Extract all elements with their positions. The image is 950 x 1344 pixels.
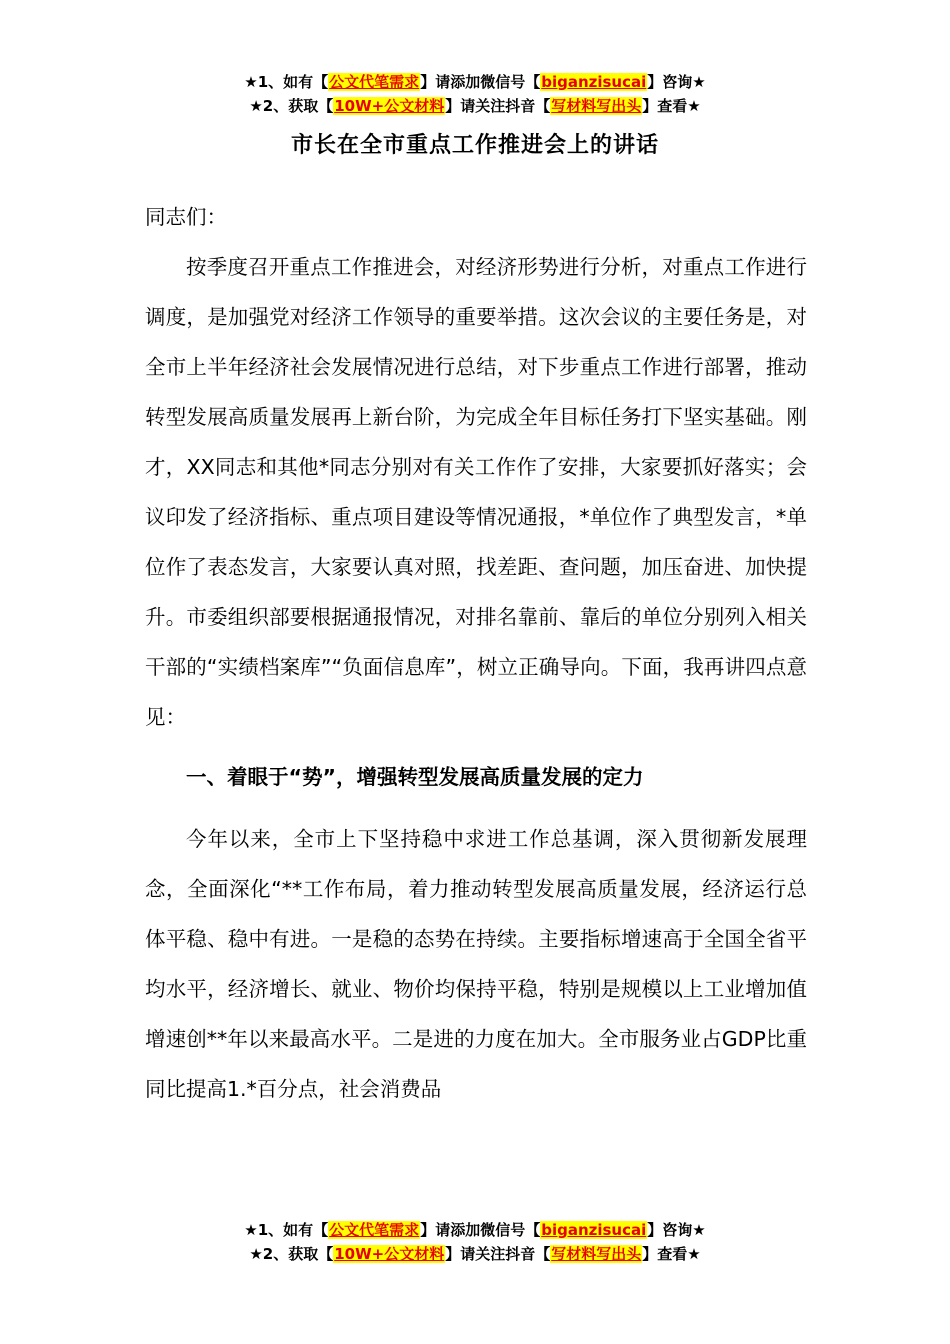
footer-line-2: ★2、获取【10W+公文材料】请关注抖音【写材料写出头】查看★ bbox=[249, 1245, 701, 1263]
footer-line-1: ★1、如有【公文代笔需求】请添加微信号【biganzisucai】咨询★ bbox=[244, 1221, 706, 1239]
paragraph-intro: 按季度召开重点工作推进会，对经济形势进行分析，对重点工作进行调度，是加强党对经济工作领导的重要举措。这次会议的主要任务是，对全市上半年经济社会发展情况进行总结，对下步重点工作进行部署，推动转型发展高质量发展再上新台阶，为完成全年目标任务打下坚实基础。刚才，XX同志和其他*同志分别对有关工作作了安排，大家要抓好落实；会议印发了经济指标、重点项目建设等情况通报，*单位作了典型发言，*单位作了表态发言，大家要认真对照，找差距、查问题，加压奋进、加快提升。市委组织部要根据通报情况，对排名靠前、靠后的单位分别列入相关干部的“实绩档案库”“负面信息库”，树立正确导向。下面，我再讲四点意见： bbox=[145, 255, 807, 729]
header-banner bbox=[0, 70, 950, 118]
highlight-materials: 10W+公文材料 bbox=[334, 97, 445, 115]
document-title: 市长在全市重点工作推进会上的讲话 bbox=[290, 133, 659, 158]
footer-highlight-service: 公文代笔需求 bbox=[329, 1221, 420, 1239]
document-body bbox=[145, 192, 807, 1114]
salutation: 同志们： bbox=[145, 205, 227, 229]
banner-line-2: ★2、获取【10W+公文材料】请关注抖音【写材料写出头】查看★ bbox=[249, 97, 701, 115]
footer-highlight-wechat-id: biganzisucai bbox=[541, 1221, 647, 1239]
banner-line-1: ★1、如有【公文代笔需求】请添加微信号【biganzisucai】咨询★ bbox=[244, 73, 706, 91]
section-heading-1: 一、着眼于“势”，增强转型发展高质量发展的定力 bbox=[186, 765, 644, 789]
footer-banner bbox=[0, 1218, 950, 1266]
highlight-douyin-account: 写材料写出头 bbox=[551, 97, 642, 115]
highlight-service: 公文代笔需求 bbox=[329, 73, 420, 91]
paragraph-section-1: 今年以来，全市上下坚持稳中求进工作总基调，深入贯彻新发展理念，全面深化“**工作布局，着力推动转型发展高质量发展，经济运行总体平稳、稳中有进。一是稳的态势在持续。主要指标增速高于全国全省平均水平，经济增长、就业、物价均保持平稳，特别是规模以上工业增加值增速创**年以来最高水平。二是进的力度在加大。全市服务业占GDP比重同比提高1.*百分点，社会消费品 bbox=[145, 827, 807, 1101]
footer-highlight-materials: 10W+公文材料 bbox=[334, 1245, 445, 1263]
footer-highlight-douyin-account: 写材料写出头 bbox=[551, 1245, 642, 1263]
highlight-wechat-id: biganzisucai bbox=[541, 73, 647, 91]
